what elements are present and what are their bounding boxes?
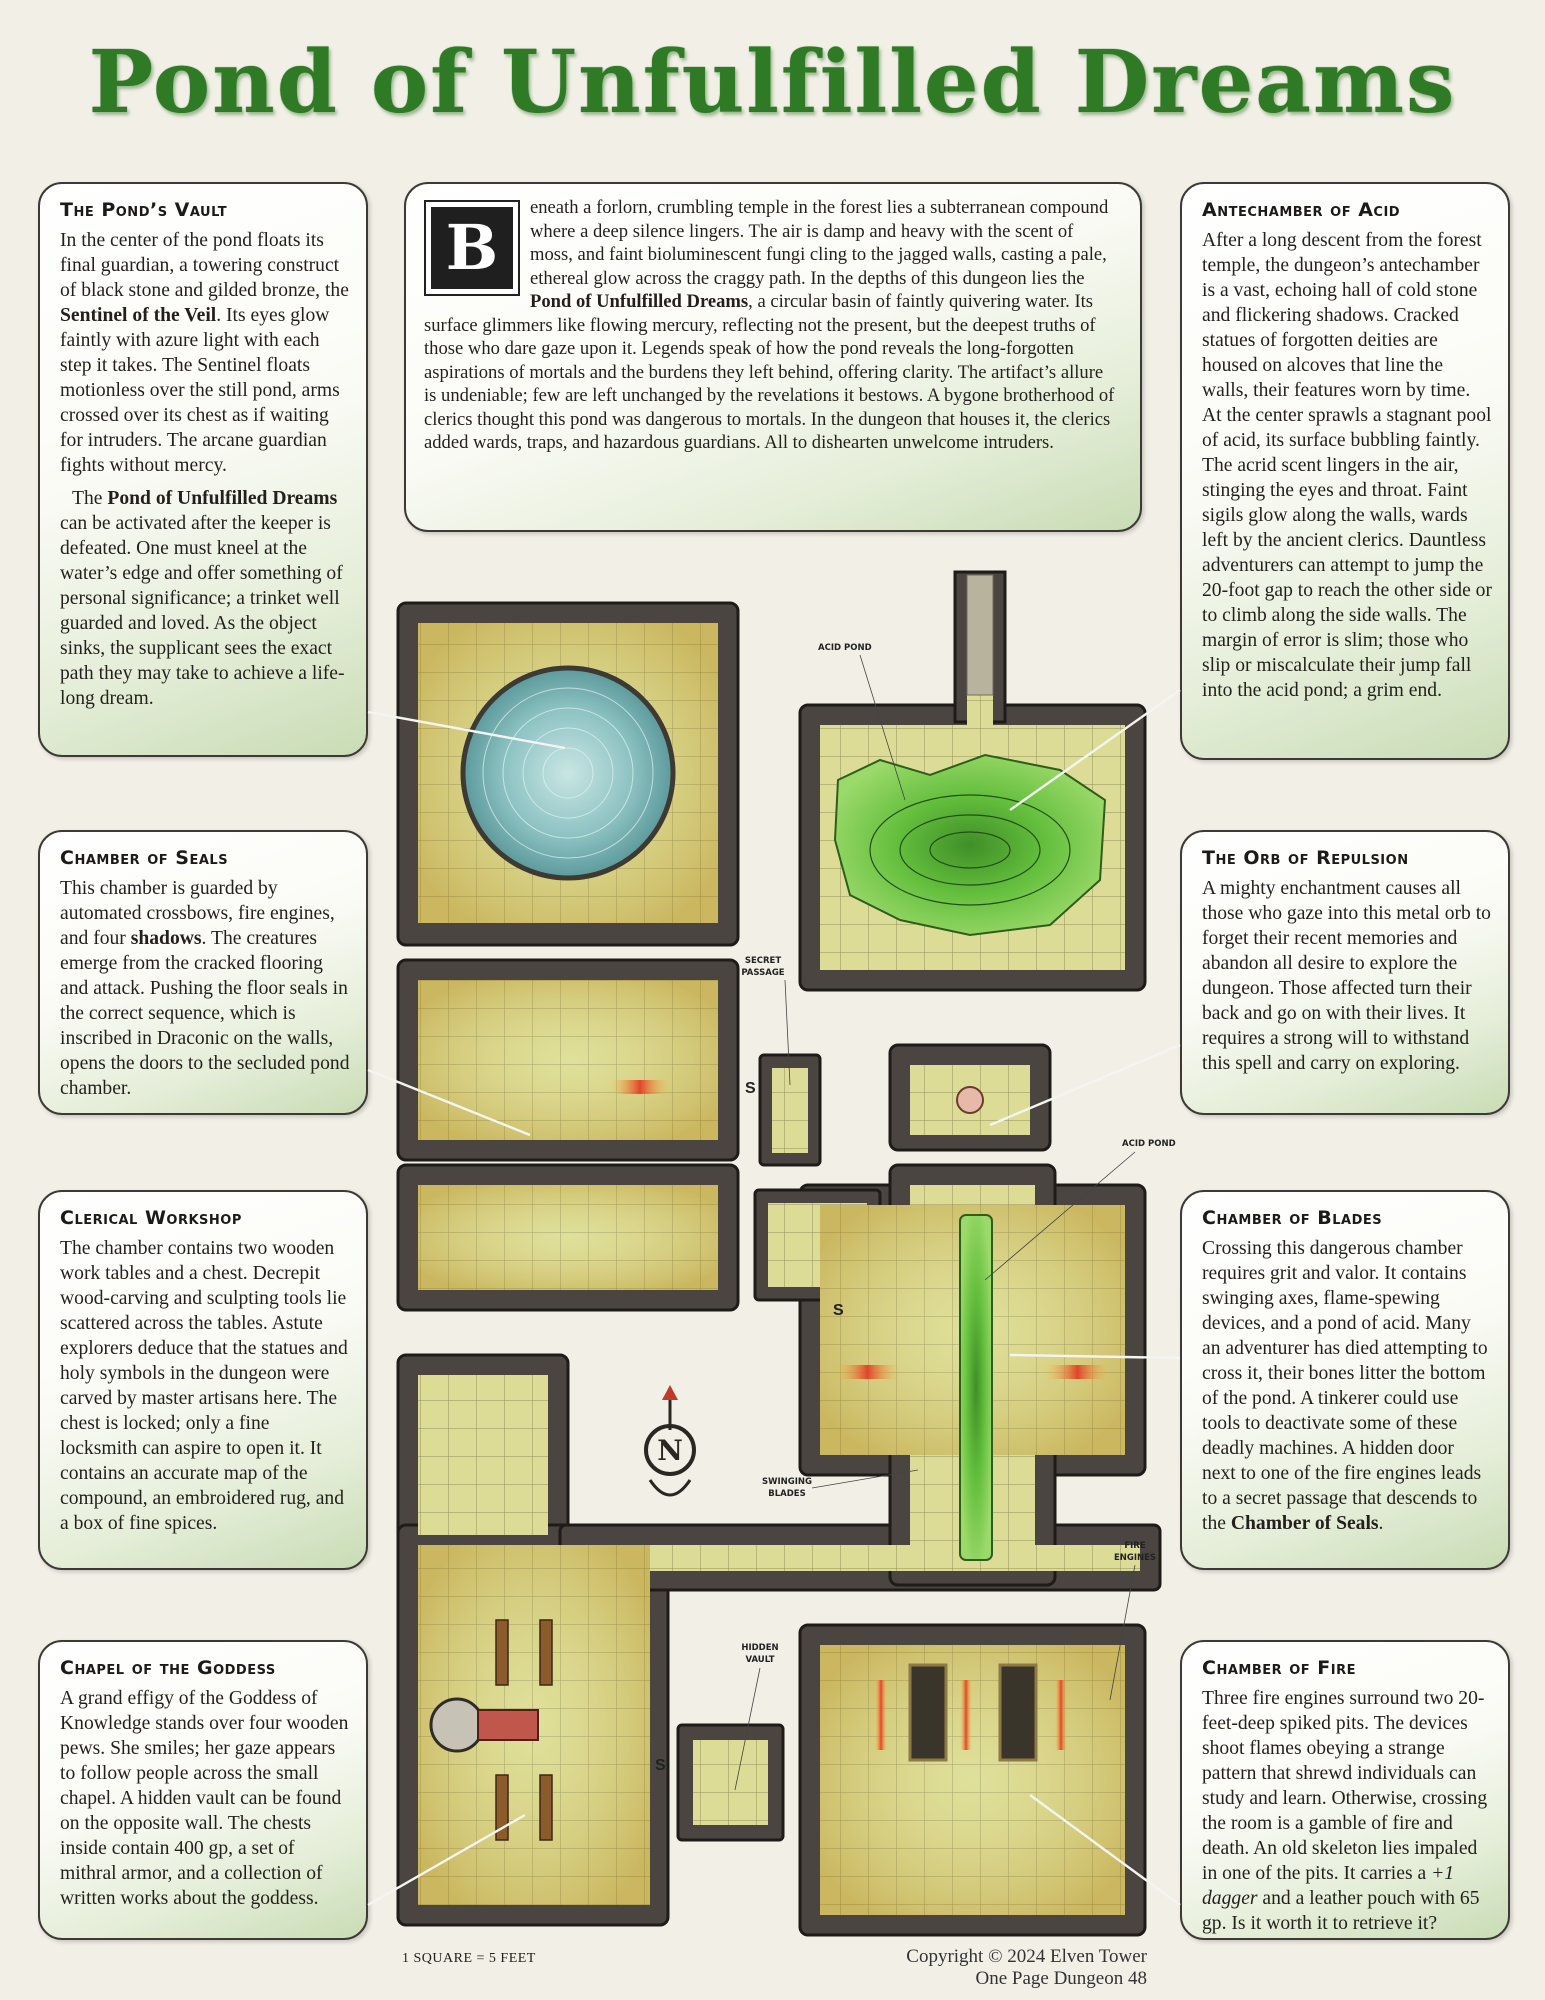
ponds-vault-paragraph-2: The Pond of Unfulfilled Dreams can be activated after the keeper is defeated. One must kneel at the water’s edge and offer something of personal significance; a trinket well guarded and loved. As the object sinks, the supplicant sees the exact path they may take to achieve a life-long dream. [60, 488, 345, 709]
map-label-blades: BLADES [768, 1489, 806, 1499]
map-label-acid-pond-1: ACID POND [818, 643, 872, 653]
chamber-of-seals-text: This chamber is guarded by automated crossbows, fire engines, and four shadows. The creatures emerge from the cracked flooring and attack. Pushing the floor seals in the correct sequence, which is inscribed in Draconic on the walls, opens the doors to the secluded pond chamber. [60, 878, 350, 1099]
scale-note: 1 SQUARE = 5 FEET [402, 1951, 536, 1966]
drop-cap-letter: B [431, 207, 513, 289]
chamber-of-blades-heading: Chamber of Blades [1202, 1207, 1383, 1229]
blades-acid-pond [960, 1215, 992, 1560]
ponds-vault-heading: The Pond’s Vault [60, 199, 228, 221]
map-label-passage: PASSAGE [741, 968, 785, 978]
compass-rose [646, 1385, 694, 1495]
secret-door-mark-1: S [745, 1080, 756, 1097]
antechamber-acid-pond [835, 755, 1105, 935]
chamber-of-fire-text: Three fire engines surround two 20-feet-deep spiked pits. The devices shoot flames obeying a strange pattern that shrewd individuals can study and learn. Otherwise, crossing the room is a gamble of fire and death. An old skeleton lies impaled in one of the pits. It carries a +1 dagger and a leather pouch with 65 gp. Is it worth it to retrieve it? [1202, 1688, 1488, 1934]
copyright-line-2: One Page Dungeon 48 [975, 1968, 1147, 1989]
clerical-workshop-text: The chamber contains two wooden work tables and a chest. Decrepit wood-carving and sculpting tools lie scattered across the tables. Astute explorers deduce that the statues and holy symbols in the dungeon were carved by master artisans here. The chest is locked; only a fine locksmith can aspire to open it. It contains an accurate map of the compound, an embroidered rug, and a box of fine spices. [60, 1238, 348, 1534]
chamber-of-blades-text: Crossing this dangerous chamber requires grit and valor. It contains swinging axes, flame-spewing devices, and a pond of acid. Many an adventurer has died attempting to cross it, their bones litter the bottom of the pond. A tinkerer could use tools to deactivate some of these deadly machines. A hidden door next to one of the fire engines leads to a secret passage that descends to the Chamber of Seals. [1202, 1238, 1488, 1534]
copyright [906, 1946, 1147, 1990]
antechamber-heading: Antechamber of Acid [1202, 199, 1401, 221]
chamber-of-fire-heading: Chamber of Fire [1202, 1657, 1356, 1679]
map-label-secret: SECRET [744, 956, 782, 966]
clerical-workshop-heading: Clerical Workshop [60, 1207, 242, 1229]
page-title: Pond of Unfulfilled Dreams [88, 32, 1457, 133]
compass-letter: N [657, 1434, 683, 1467]
map-label-swinging: SWINGING [761, 1477, 813, 1487]
entry-stairs [967, 575, 993, 695]
map-label-fire: FIRE [1124, 1541, 1146, 1551]
copyright-line-1: Copyright © 2024 Elven Tower [906, 1946, 1147, 1967]
pond-of-unfulfilled-dreams [463, 668, 673, 878]
chapel-text: A grand effigy of the Goddess of Knowledge stands over four wooden pews. She smiles; her gaze appears to follow people across the small chapel. A hidden vault can be found on the opposite wall. The chests inside contain 400 gp, a set of mithral armor, and a collection of written works about the goddess. [60, 1688, 349, 1909]
chamber-of-seals-heading: Chamber of Seals [60, 847, 229, 869]
secret-door-mark-3: S [655, 1757, 666, 1774]
orb-heading: The Orb of Repulsion [1202, 847, 1409, 869]
chapel-heading: Chapel of the Goddess [60, 1657, 276, 1679]
antechamber-text: After a long descent from the forest temple, the dungeon’s antechamber is a vast, echoing hall of cold stone and flickering shadows. Cracked statues of forgotten deities are housed on alcoves that line the walls, their features worn by time. At the center sprawls a stagnant pool of acid, its surface bubbling faintly. The acrid scent lingers in the air, stinging the eyes and throat. Faint sigils glow along the walls, wards left by the ancient clerics. Dauntless adventurers can attempt to jump the 20-foot gap to reach the other side or to climb along the side walls. The margin of error is slim; those who slip or miscalculate their jump fall into the acid pond; a grim end. [1202, 230, 1492, 701]
intro-text: eneath a forlorn, crumbling temple in the forest lies a subterranean compound where a deep silence lingers. The air is damp and heavy with the scent of moss, and faint bioluminescent fungi cling to the jagged walls, casting a pale, ethereal glow across the craggy path. In the depths of this dungeon lies the Pond of Unfulfilled Dreams, a circular basin of faintly quivering water. Its surface glimmers like flowing mercury, reflecting not the present, but the deepest truths of those who dare gaze upon it. Legends speak of how the pond reveals the long-forgotten aspirations of mortals and the burdens they left behind, offering clarity. The artifact’s allure is undeniable; few are left unchanged by the revelations it bestows. A bygone brotherhood of clerics thought this pond was dangerous to mortals. In the dungeon that houses it, the clerics added wards, traps, and hazardous guardians. All to dishearten unwelcome intruders. [424, 197, 1115, 453]
map-label-vault: VAULT [745, 1655, 775, 1665]
ponds-vault-paragraph-1: In the center of the pond floats its final guardian, a towering construct of black stone and gilded bronze, the Sentinel of the Veil. Its eyes glow faintly with azure light with each step it takes. The Sentinel floats motionless over the still pond, arms crossed over its chest as if waiting for intruders. The arcane guardian fights without mercy. [60, 230, 349, 476]
map-label-acid-pond-2: ACID POND [1122, 1139, 1176, 1149]
secret-door-mark-2: S [833, 1302, 844, 1319]
map-label-hidden: HIDDEN [741, 1643, 779, 1653]
map-label-engines: ENGINES [1113, 1553, 1157, 1563]
orb-text: A mighty enchantment causes all those who gaze into this metal orb to forget their recent memories and abandon all desire to explore the dungeon. Those affected turn their back and go on with their lives. It requires a strong will to withstand this spell and carry on exploring. [1202, 878, 1491, 1074]
orb-of-repulsion [957, 1087, 983, 1113]
